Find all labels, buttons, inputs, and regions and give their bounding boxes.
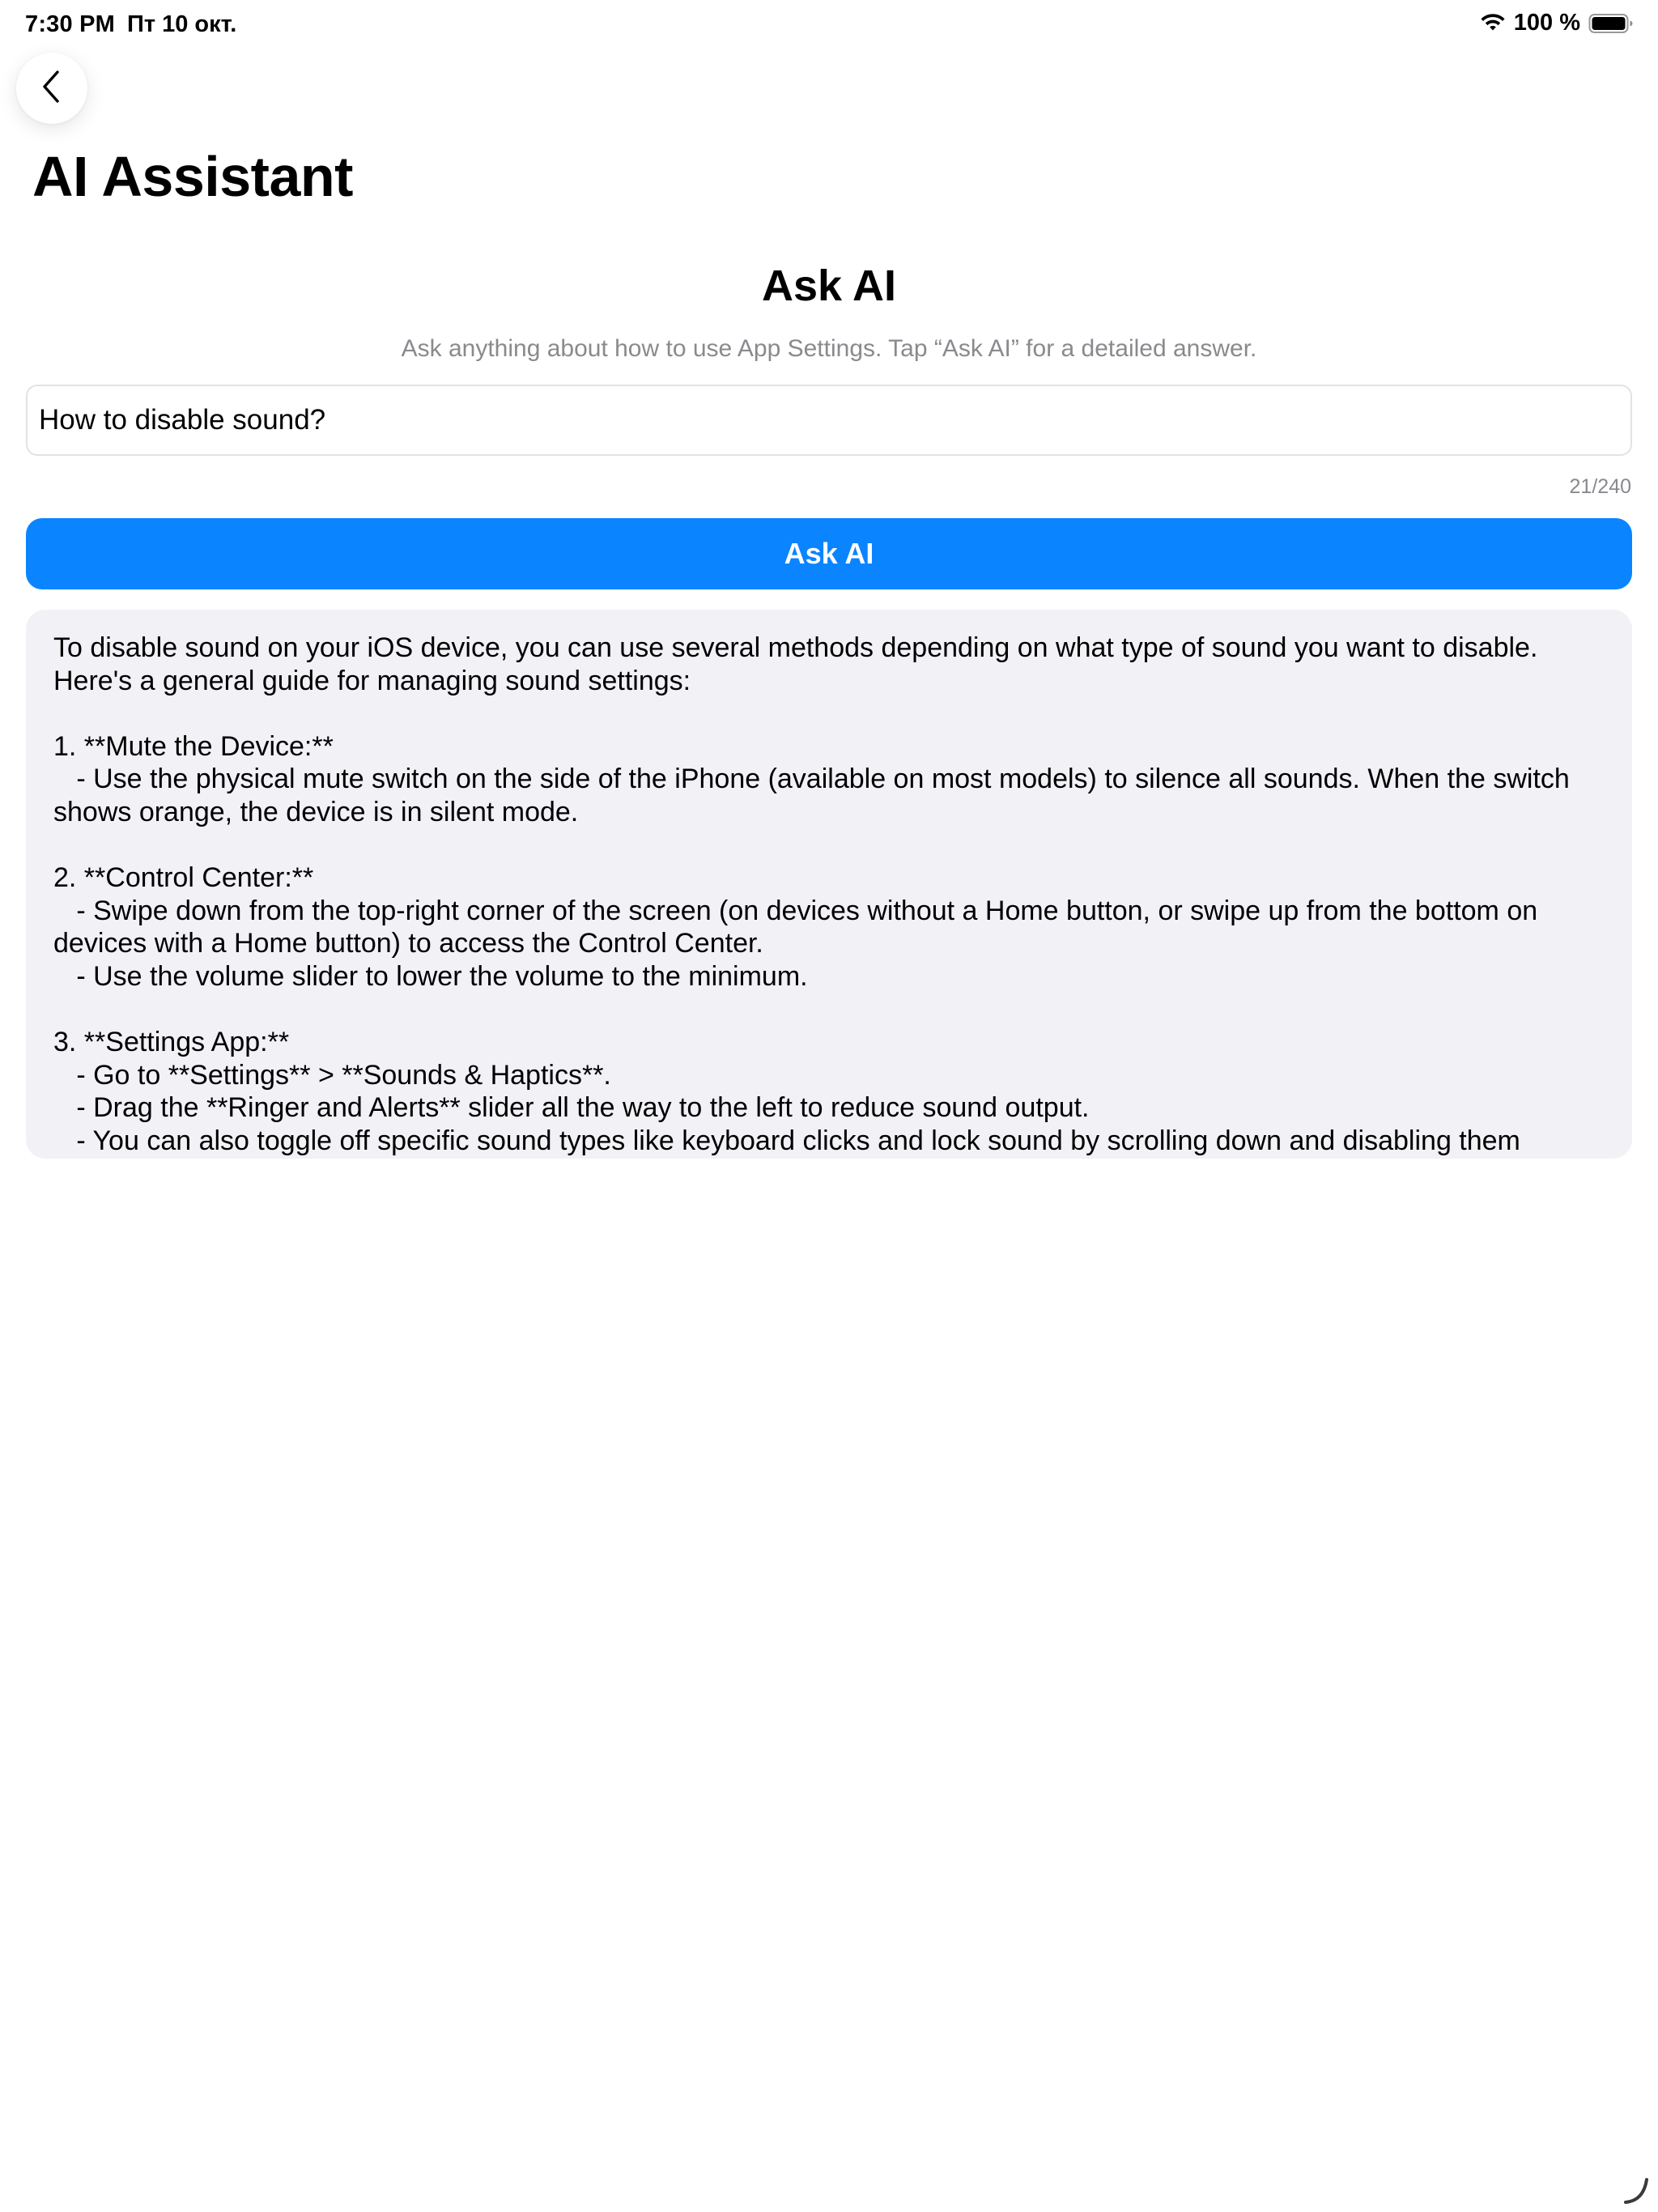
question-input[interactable] xyxy=(26,385,1632,456)
status-date: Пт 10 окт. xyxy=(127,11,237,37)
section-subtitle: Ask anything about how to use App Settings. Tap “Ask AI” for a detailed answer. xyxy=(401,335,1257,362)
status-time: 7:30 PM xyxy=(25,11,115,37)
answer-card[interactable] xyxy=(26,610,1632,1159)
battery-percentage: 100 % xyxy=(1513,10,1580,36)
character-counter: 21/240 xyxy=(1569,475,1631,498)
ask-ai-button[interactable]: Ask AI xyxy=(26,518,1632,589)
page-title: AI Assistant xyxy=(32,145,353,208)
answer-text: To disable sound on your iOS device, you can use several methods depending on what type of sound you want to disable. Here's a general guide for managing sound settings: 1. **Mute the Device:** - Use the physical mute switch on the side of the iPhone (available on most models) to silence all sounds. When the switch shows orange, the device is in silent mode. 2. **Control Center:** - Swipe down from the top-right corner of the screen (on devices without a Home button, or swipe up from the bottom on devices with a Home button) to access the Control Center. - Use the volume slider to lower the volume to the minimum. 3. **Settings App:** - Go to **Settings** > **Sounds & Haptics**. - Drag the **Ringer and Alerts** slider all the way to the left to reduce sound output. - You can also toggle off specific sound types like keyboard clicks and lock sound by scrolling down and disabling them xyxy=(53,632,1570,1156)
back-button[interactable] xyxy=(16,53,87,124)
wifi-icon xyxy=(1480,14,1506,33)
chevron-left-icon xyxy=(41,70,62,108)
status-indicators xyxy=(1480,10,1634,36)
resize-handle-icon[interactable] xyxy=(1619,2173,1652,2206)
section-title: Ask AI xyxy=(761,262,897,310)
status-bar xyxy=(0,0,1658,52)
battery-icon xyxy=(1588,13,1634,34)
